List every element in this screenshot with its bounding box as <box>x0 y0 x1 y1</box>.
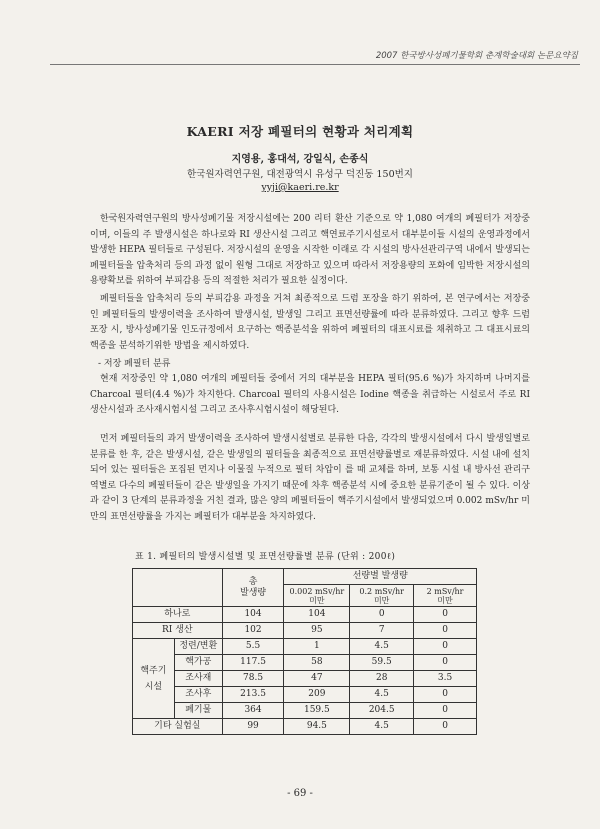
abstract-paragraph-1: 한국원자력연구원의 방사성폐기물 저장시설에는 200 리터 환산 기준으로 약 1,080 여개의 폐필터가 저장중이며, 이들의 주 발생시설은 하나로와 RI 생산시설 그리고 핵연료주기시설로서 대부분이들 시설의 운영과정에서 발생한 HEPA 필터들로 구성된다. 저장시설의 운영을 시작한 이래로 각 시설의 방사선관리구역 내에서 발생되는 폐필터들을 압축처리 등의 과정 없이 원형 그대로 저장하고 있으며 따라서 저장용량의 포화에 임박한 저장시설의 용량확보를 위하여 부피감용 등의 적절한 처리가 필요한 실정이다. <box>90 214 530 287</box>
row-label: 폐기물 <box>174 703 222 719</box>
body-paragraph-3: 현재 저장중인 약 1,080 여개의 폐필터들 중에서 거의 대부분을 HEPA 필터(95.6 %)가 차지하며 나머지를 Charcoal 필터(4.4 %)가 차지한다. Charcoal 필터의 사용시설은 Iodine 핵종을 취급하는 시설로서 주로 RI 생산시설과 조사재시험시설 그리고 조사후시험시설이 해당된다. <box>90 374 530 416</box>
affiliation: 한국원자력연구원, 대전광역시 유성구 덕진동 150번지 <box>187 169 413 180</box>
table-row <box>133 607 477 623</box>
table-row <box>133 719 477 735</box>
abstract-paragraph-2: 폐필터들을 압축처리 등의 부피감용 과정을 거쳐 최종적으로 드럼 포장을 하기 위하여, 본 연구에서는 저장중인 폐필터들의 발생이력을 조사하여 발생시설, 발생일 그리고 표면선량률에 따라 분류하였다. 그리고 향후 드럼 포장 시, 방사성폐기물 인도규정에서 요구하는 핵종분석을 위하여 폐필터의 대표시료를 채취하고 그 대표시료의 핵종을 분석하기위한 방법을 제시하였다. <box>90 294 530 351</box>
header-divider <box>50 64 580 65</box>
table-corner-cell <box>133 569 223 607</box>
cell-c2: 204.5 <box>350 703 414 719</box>
section-heading: - 저장 폐필터 분류 <box>98 359 171 369</box>
cell-c1: 95 <box>284 623 350 639</box>
paper-title: KAERI 저장 폐필터의 현황과 처리계획 <box>186 124 414 139</box>
cell-total: 364 <box>222 703 284 719</box>
row-label: 조사후 <box>174 687 222 703</box>
classification-table <box>132 568 477 735</box>
cell-c3: 0 <box>414 719 477 735</box>
cell-c3: 0 <box>414 703 477 719</box>
cell-total: 99 <box>222 719 284 735</box>
cell-total: 78.5 <box>222 671 284 687</box>
row-label: 하나로 <box>133 607 223 623</box>
cell-c2: 4.5 <box>350 719 414 735</box>
cell-total: 102 <box>222 623 284 639</box>
cell-c3: 0 <box>414 687 477 703</box>
cell-c3: 3.5 <box>414 671 477 687</box>
header-col-2: 0.2 mSv/hr 미만 <box>350 585 414 607</box>
cell-total: 117.5 <box>222 655 284 671</box>
header-col-1: 0.002 mSv/hr 미만 <box>284 585 350 607</box>
cell-c1: 209 <box>284 687 350 703</box>
cell-c3: 0 <box>414 623 477 639</box>
row-label: 조사재 <box>174 671 222 687</box>
cell-c1: 47 <box>284 671 350 687</box>
cell-c1: 159.5 <box>284 703 350 719</box>
cell-total: 104 <box>222 607 284 623</box>
table-row <box>133 687 477 703</box>
cell-c2: 28 <box>350 671 414 687</box>
cell-c2: 4.5 <box>350 639 414 655</box>
running-header: 2007 한국방사성폐기물학회 춘계학술대회 논문요약집 <box>375 51 578 61</box>
table-row <box>133 671 477 687</box>
cell-total: 213.5 <box>222 687 284 703</box>
row-label: 핵가공 <box>174 655 222 671</box>
cell-c2: 0 <box>350 607 414 623</box>
cell-total: 5.5 <box>222 639 284 655</box>
table-row <box>133 655 477 671</box>
page-number: - 69 - <box>287 788 313 799</box>
table-caption: 표 1. 폐필터의 발생시설별 및 표면선량률별 분류 (단위 : 200ℓ) <box>135 552 396 562</box>
cell-c1: 58 <box>284 655 350 671</box>
cell-c1: 104 <box>284 607 350 623</box>
header-dose-group: 선량별 발생량 <box>284 569 477 585</box>
cell-c1: 1 <box>284 639 350 655</box>
row-label: 기타 실험실 <box>133 719 223 735</box>
row-label: RI 생산 <box>133 623 223 639</box>
cell-c1: 94.5 <box>284 719 350 735</box>
body-paragraph-4: 먼저 폐필터들의 과거 발생이력을 조사하여 발생시설별로 분류한 다음, 각각의 발생시설에서 다시 발생일별로 분류를 한 후, 같은 발생시설, 같은 발생일의 필터들을 최종적으로 표면선량률별로 재분류하였다. 시설 내에 설치되어 있는 필터들은 포집된 먼지나 이물질 누적으로 필터 차압이 를 때 교체를 하며, 보통 시설 내 방사선 관리구역별로 다수의 폐필터들이 같은 발생일을 가지기 때문에 차후 핵종분석 시에 중요한 분류기준이 될 수 있다. 이상과 같이 3 단계의 분류과정을 거친 결과, 많은 양의 폐필터들이 핵주기시설에서 발생되었으며 0.002 mSv/hr 미만의 표면선량률을 가지는 폐필터가 대부분을 차지하였다. <box>90 434 530 522</box>
header-col-3: 2 mSv/hr 미만 <box>414 585 477 607</box>
cell-c3: 0 <box>414 655 477 671</box>
header-total: 총 발생량 <box>222 569 284 607</box>
cell-c2: 7 <box>350 623 414 639</box>
author-list: 지영용, 홍대석, 강일식, 손종식 <box>231 154 369 165</box>
cell-c2: 4.5 <box>350 687 414 703</box>
cell-c3: 0 <box>414 639 477 655</box>
table-row <box>133 623 477 639</box>
email-link[interactable]: yyji@kaeri.re.kr <box>261 182 339 193</box>
author-email <box>0 182 600 193</box>
group-label: 핵주기 시설 <box>133 639 175 719</box>
table-row <box>133 639 477 655</box>
table-row <box>133 703 477 719</box>
row-label: 정련/변환 <box>174 639 222 655</box>
cell-c2: 59.5 <box>350 655 414 671</box>
cell-c3: 0 <box>414 607 477 623</box>
